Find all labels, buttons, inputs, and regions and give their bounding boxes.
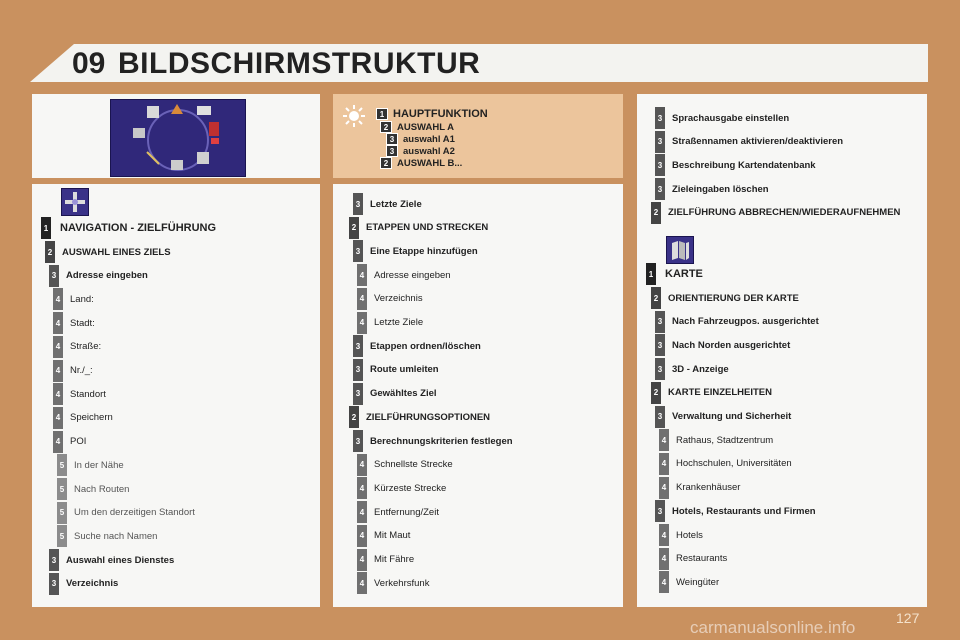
list-item-label: Nach Fahrzeugpos. ausgerichtet bbox=[672, 316, 819, 328]
list-item-label: Beschreibung Kartendatenbank bbox=[672, 159, 816, 171]
list-item-label: Etappen ordnen/löschen bbox=[370, 340, 481, 352]
list-item bbox=[655, 359, 729, 379]
list-item-label: Route umleiten bbox=[370, 364, 439, 376]
list-item-label: Hotels bbox=[676, 529, 703, 541]
level-badge: 4 bbox=[53, 407, 63, 429]
level-badge: 4 bbox=[53, 383, 63, 405]
list-item-label: Entfernung/Zeit bbox=[374, 506, 439, 518]
navigation-cross-icon bbox=[61, 188, 89, 216]
main-function-item bbox=[380, 121, 454, 133]
list-item bbox=[655, 407, 791, 427]
list-item-label: Speichern bbox=[70, 412, 113, 424]
list-item bbox=[659, 430, 773, 450]
level-badge: 1 bbox=[376, 108, 388, 120]
level-badge: 4 bbox=[659, 571, 669, 593]
list-item-label: Weingüter bbox=[676, 576, 720, 588]
page-title: BILDSCHIRMSTRUKTUR bbox=[118, 47, 481, 80]
level-badge: 1 bbox=[646, 263, 656, 285]
list-item bbox=[57, 526, 157, 546]
list-item-label: Hochschulen, Universitäten bbox=[676, 458, 792, 470]
list-item-label: ZIELFÜHRUNG ABBRECHEN/WIEDERAUFNEHMEN bbox=[668, 207, 901, 219]
list-item-label: Mit Fähre bbox=[374, 554, 415, 565]
list-item bbox=[49, 550, 174, 570]
level-badge: 3 bbox=[655, 406, 665, 428]
list-item bbox=[53, 289, 94, 309]
page-number: 127 bbox=[896, 610, 920, 626]
list-item-label: Gewähltes Ziel bbox=[370, 388, 437, 400]
level-badge: 3 bbox=[353, 359, 363, 381]
list-item-label: Nach Norden ausgerichtet bbox=[672, 339, 791, 351]
list-item-label: ETAPPEN UND STRECKEN bbox=[366, 222, 489, 234]
navigation-title-row bbox=[41, 218, 216, 238]
level-badge: 4 bbox=[357, 549, 367, 571]
level-badge: 3 bbox=[353, 335, 363, 357]
level-badge: 3 bbox=[655, 358, 665, 380]
level-badge: 3 bbox=[49, 573, 59, 595]
list-item-label: Hotels, Restaurants und Firmen bbox=[672, 505, 816, 517]
list-item-label: Nr./_: bbox=[70, 365, 93, 376]
list-item bbox=[53, 337, 101, 357]
list-item bbox=[659, 549, 727, 569]
list-item bbox=[655, 501, 816, 521]
list-item-label: Straßennamen aktivieren/deaktivieren bbox=[672, 136, 844, 148]
map-book-icon bbox=[666, 236, 694, 264]
level-badge: 4 bbox=[357, 477, 367, 499]
list-item-label: POI bbox=[70, 436, 87, 448]
level-badge: 2 bbox=[349, 217, 359, 239]
list-item bbox=[659, 572, 719, 592]
list-item bbox=[45, 242, 171, 262]
level-badge: 4 bbox=[357, 454, 367, 476]
level-badge: 4 bbox=[53, 360, 63, 382]
list-item-label: Schnellste Strecke bbox=[374, 459, 453, 471]
list-item bbox=[655, 312, 819, 332]
level-badge: 4 bbox=[357, 312, 367, 334]
level-badge: 5 bbox=[57, 525, 67, 547]
chapter-number: 09 bbox=[72, 47, 106, 80]
list-item bbox=[353, 194, 422, 214]
level-badge: 3 bbox=[386, 133, 398, 145]
level-badge: 4 bbox=[357, 501, 367, 523]
list-item-label: Adresse eingeben bbox=[374, 269, 451, 281]
list-item bbox=[651, 203, 900, 223]
list-item bbox=[53, 408, 113, 428]
level-badge: 4 bbox=[659, 548, 669, 570]
level-badge: 3 bbox=[353, 193, 363, 215]
list-item-label: Um den derzeitigen Standort bbox=[74, 507, 195, 519]
navigation-menu-icon bbox=[110, 99, 246, 177]
list-item bbox=[357, 478, 446, 498]
level-badge: 4 bbox=[659, 477, 669, 499]
level-badge: 3 bbox=[655, 500, 665, 522]
list-item-label: Rathaus, Stadtzentrum bbox=[676, 434, 774, 446]
list-item bbox=[353, 431, 513, 451]
list-item-label: Letzte Ziele bbox=[370, 198, 422, 210]
list-item-label: KARTE EINZELHEITEN bbox=[668, 387, 772, 399]
list-item-label: In der Nähe bbox=[74, 459, 124, 471]
list-item-label: Verzeichnis bbox=[374, 293, 423, 305]
list-item bbox=[53, 432, 86, 452]
level-badge: 5 bbox=[57, 478, 67, 500]
list-item bbox=[353, 360, 439, 380]
level-badge: 2 bbox=[651, 382, 661, 404]
list-item-label: Straße: bbox=[70, 341, 102, 353]
main-function-item-label: AUSWAHL B... bbox=[397, 157, 463, 169]
list-item bbox=[53, 361, 93, 381]
list-item bbox=[357, 265, 451, 285]
level-badge: 4 bbox=[357, 264, 367, 286]
main-function-label: HAUPTFUNKTION bbox=[393, 108, 488, 120]
level-badge: 4 bbox=[659, 524, 669, 546]
level-badge: 4 bbox=[53, 312, 63, 334]
watermark: carmanualsonline.info bbox=[690, 618, 856, 637]
list-item-label: Verwaltung und Sicherheit bbox=[672, 411, 792, 422]
list-item-label: Nach Routen bbox=[74, 483, 130, 495]
list-item bbox=[357, 573, 429, 593]
level-badge: 4 bbox=[659, 453, 669, 475]
list-item bbox=[357, 313, 423, 333]
level-badge: 3 bbox=[655, 107, 665, 129]
panel-main-function bbox=[333, 94, 623, 178]
sun-help-icon bbox=[342, 104, 366, 128]
list-item-label: Zieleingaben löschen bbox=[672, 183, 769, 195]
list-item bbox=[357, 550, 414, 570]
level-badge: 2 bbox=[651, 202, 661, 224]
list-item-label: Letzte Ziele bbox=[374, 317, 424, 328]
main-function-item bbox=[380, 157, 462, 169]
list-item-label: Krankenhäuser bbox=[676, 482, 741, 494]
list-item bbox=[53, 384, 106, 404]
list-item-label: Auswahl eines Dienstes bbox=[66, 554, 175, 566]
list-item-label: ORIENTIERUNG DER KARTE bbox=[668, 292, 799, 304]
main-function-item-label: auswahl A2 bbox=[403, 145, 455, 157]
list-item bbox=[349, 407, 490, 427]
list-item-label: Stadt: bbox=[70, 317, 95, 329]
list-item-label: Sprachausgabe einstellen bbox=[672, 112, 790, 124]
list-item bbox=[659, 478, 740, 498]
level-badge: 3 bbox=[353, 240, 363, 262]
list-item bbox=[57, 479, 129, 499]
list-item-label: Restaurants bbox=[676, 553, 728, 565]
list-item-label: Berechnungskriterien festlegen bbox=[370, 435, 513, 447]
level-badge: 4 bbox=[357, 572, 367, 594]
level-badge: 3 bbox=[655, 311, 665, 333]
level-badge: 2 bbox=[651, 287, 661, 309]
navigation-title: NAVIGATION - ZIELFÜHRUNG bbox=[60, 222, 217, 234]
list-item bbox=[655, 108, 789, 128]
list-item bbox=[357, 289, 423, 309]
list-item bbox=[57, 455, 124, 475]
list-item-label: ZIELFÜHRUNGSOPTIONEN bbox=[366, 411, 491, 423]
list-item-label: Verkehrsfunk bbox=[374, 577, 430, 589]
list-item bbox=[353, 384, 437, 404]
list-item bbox=[357, 455, 453, 475]
list-item bbox=[357, 526, 410, 546]
level-badge: 2 bbox=[380, 121, 392, 133]
list-item-label: 3D - Anzeige bbox=[672, 363, 729, 375]
list-item bbox=[655, 155, 816, 175]
level-badge: 4 bbox=[53, 431, 63, 453]
list-item bbox=[655, 179, 769, 199]
level-badge: 3 bbox=[655, 154, 665, 176]
list-item-label: AUSWAHL EINES ZIELS bbox=[62, 246, 171, 258]
list-item bbox=[659, 454, 792, 474]
list-item bbox=[49, 266, 148, 286]
level-badge: 3 bbox=[49, 549, 59, 571]
level-badge: 4 bbox=[53, 336, 63, 358]
level-badge: 3 bbox=[655, 131, 665, 153]
main-function-item bbox=[386, 133, 455, 145]
level-badge: 4 bbox=[53, 288, 63, 310]
list-item bbox=[655, 335, 790, 355]
main-function-item-label: AUSWAHL A bbox=[397, 121, 454, 133]
list-item bbox=[655, 132, 843, 152]
level-badge: 3 bbox=[49, 265, 59, 287]
main-function-title bbox=[376, 108, 488, 120]
list-item-label: Mit Maut bbox=[374, 530, 411, 542]
list-item-label: Land: bbox=[70, 293, 94, 305]
list-item bbox=[353, 336, 481, 356]
level-badge: 2 bbox=[45, 241, 55, 263]
level-badge: 3 bbox=[655, 178, 665, 200]
level-badge: 5 bbox=[57, 502, 67, 524]
list-item bbox=[353, 241, 478, 261]
list-item-label: Kürzeste Strecke bbox=[374, 482, 447, 494]
list-item bbox=[53, 313, 95, 333]
level-badge: 4 bbox=[659, 429, 669, 451]
level-badge: 3 bbox=[386, 145, 398, 157]
list-item bbox=[651, 288, 799, 308]
level-badge: 3 bbox=[353, 383, 363, 405]
list-item bbox=[349, 218, 488, 238]
list-item-label: Eine Etappe hinzufügen bbox=[370, 245, 478, 257]
list-item-label: Verzeichnis bbox=[66, 578, 119, 590]
main-function-item-label: auswahl A1 bbox=[403, 133, 455, 145]
main-function-item bbox=[386, 145, 455, 157]
list-item bbox=[57, 503, 195, 523]
level-badge: 2 bbox=[349, 406, 359, 428]
level-badge: 2 bbox=[380, 157, 392, 169]
map-title-row bbox=[646, 264, 703, 284]
list-item bbox=[49, 574, 118, 594]
map-title: KARTE bbox=[665, 268, 703, 280]
list-item bbox=[357, 502, 439, 522]
level-badge: 3 bbox=[655, 334, 665, 356]
list-item-label: Standort bbox=[70, 388, 106, 400]
level-badge: 4 bbox=[357, 525, 367, 547]
level-badge: 4 bbox=[357, 288, 367, 310]
list-item bbox=[659, 525, 703, 545]
level-badge: 3 bbox=[353, 430, 363, 452]
list-item-label: Adresse eingeben bbox=[66, 270, 148, 282]
list-item bbox=[651, 383, 772, 403]
level-badge: 5 bbox=[57, 454, 67, 476]
list-item-label: Suche nach Namen bbox=[74, 530, 158, 542]
level-badge: 1 bbox=[41, 217, 51, 239]
